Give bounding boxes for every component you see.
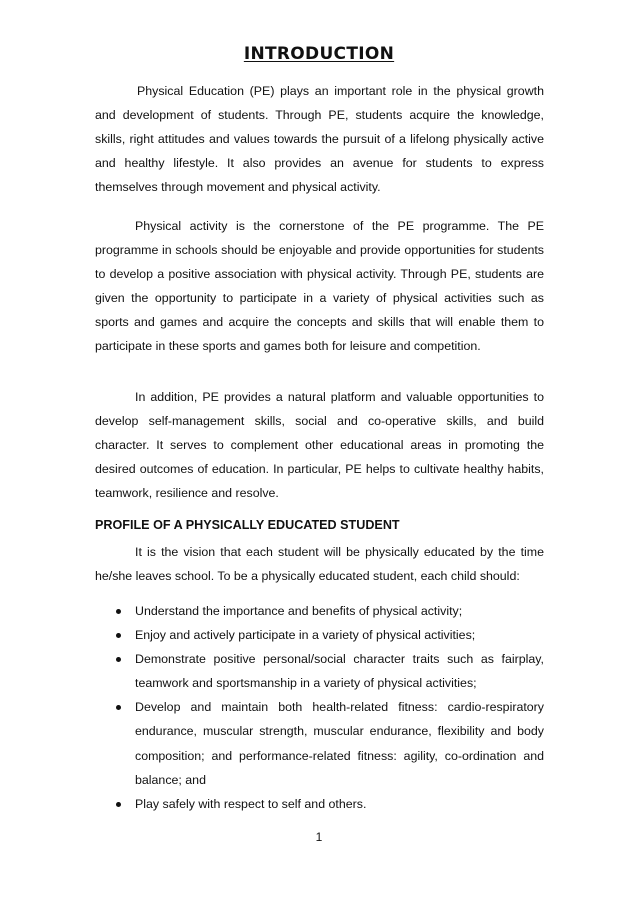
section-paragraph: It is the vision that each student will be physically educated by the time he/she leaves school. To be a physically educated student, each child should: — [95, 545, 544, 584]
list-item — [95, 599, 544, 623]
section-heading: PROFILE OF A PHYSICALLY EDUCATED STUDENT — [95, 518, 400, 532]
list-item-text: Enjoy and actively participate in a variety of physical activities; — [135, 628, 476, 643]
bullet-icon — [116, 705, 121, 710]
bullet-icon — [116, 657, 121, 662]
list-item-text: Develop and maintain both health-related fitness: cardio-respiratory endurance, muscular strength, muscular endurance, flexibility and body composition; and performance-related fitness: agility, co-ordination and balance; and — [135, 700, 544, 787]
list-item — [95, 647, 544, 695]
list-item-text: Play safely with respect to self and others. — [135, 796, 367, 811]
list-item — [95, 695, 544, 791]
page-title: INTRODUCTION — [243, 44, 395, 64]
list-item-text: Demonstrate positive personal/social character traits such as fairplay, teamwork and sportsmanship in a variety of physical activities; — [135, 652, 544, 691]
intro-paragraph-1: Physical Education (PE) plays an important role in the physical growth and development of students. Through PE, students acquire the knowledge, skills, right attitudes and values towards the pursuit of a lifelong physically active and healthy lifestyle. It also provides an avenue for students to express themselves through movement and physical activity. — [95, 84, 544, 195]
profile-bullet-list — [95, 599, 544, 816]
list-item — [95, 623, 544, 647]
intro-paragraph-2: Physical activity is the cornerstone of the PE programme. The PE programme in schools should be enjoyable and provide opportunities for students to develop a positive association with physical activity. Through PE, students are given the opportunity to participate in a variety of physical activities such as sports and games and acquire the concepts and skills that will enable them to participate in these sports and games both for leisure and competition. — [95, 219, 544, 354]
list-item — [95, 792, 544, 816]
bullet-icon — [116, 633, 121, 638]
intro-paragraph-3: In addition, PE provides a natural platform and valuable opportunities to develop self-management skills, social and co-operative skills, and build character. It serves to complement other educational areas in promoting the desired outcomes of education. In particular, PE helps to cultivate healthy habits, teamwork, resilience and resolve. — [95, 390, 544, 501]
bullet-icon — [116, 609, 121, 614]
page-number: 1 — [315, 830, 323, 844]
bullet-icon — [116, 802, 121, 807]
list-item-text: Understand the importance and benefits of physical activity; — [135, 604, 463, 618]
